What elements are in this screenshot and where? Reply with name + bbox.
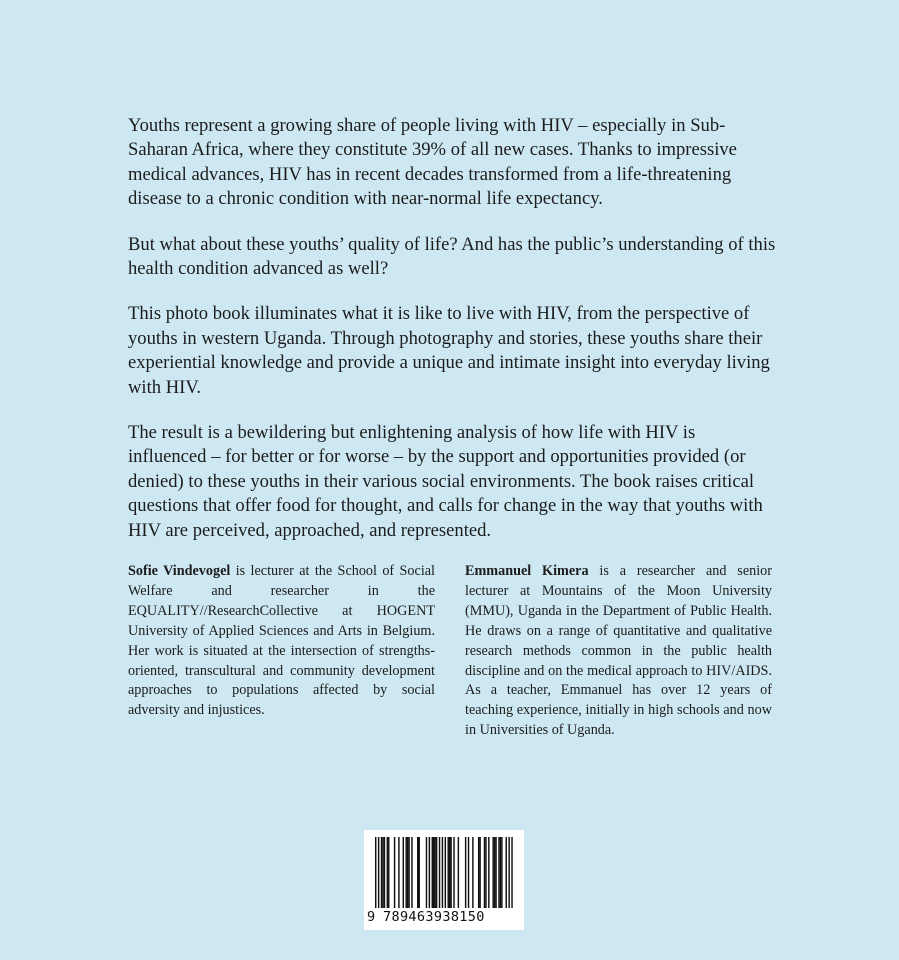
barcode-bar — [448, 837, 449, 908]
blurb-paragraph-4: The result is a bewildering but enlightening analysis of how life with HIV is influenced – for better or for worse – by the support and opportunities provided (or denied) to these youths in their various social environments. The book raises critical questions that offer food for thought, and calls for change in the way that youths with HIV are perceived, approached, and represented. — [128, 422, 763, 541]
barcode-bar — [426, 837, 427, 908]
barcode-bar — [442, 837, 443, 915]
barcode-bar — [398, 837, 399, 908]
barcode-bar — [411, 837, 412, 908]
barcode-bar — [479, 837, 480, 908]
barcode-bar — [439, 837, 440, 908]
author-bio-kimera — [465, 562, 772, 741]
barcode-bar — [458, 837, 459, 908]
blurb-paragraph-1: Youths represent a growing share of people living with HIV – especially in Sub-Saharan Africa, where they constitute 39% of all new cases. Thanks to impressive medical advances, HIV has in recent decades transformed from a life-threatening disease to a chronic condition with near-normal life expectancy. — [128, 115, 737, 210]
barcode-bar — [472, 837, 473, 908]
barcode-bar — [384, 837, 385, 908]
blurb-paragraph-3: This photo book illuminates what it is like to live with HIV, from the perspective of youths in western Uganda. Through photography and stories, these youths share their experiential knowledge and provide a unique and intimate insight into everyday living with HIV. — [128, 303, 770, 398]
isbn-number — [364, 908, 524, 928]
barcode-bar — [450, 837, 451, 908]
barcode-bar — [485, 837, 486, 908]
barcode-bar — [408, 837, 409, 908]
barcode-bar — [468, 837, 469, 908]
barcode-bar — [405, 837, 406, 908]
barcode-bar — [506, 837, 507, 908]
barcode-bar — [432, 837, 433, 908]
barcode-bar — [407, 837, 408, 908]
barcode-bar — [453, 837, 454, 908]
barcode-bar — [378, 837, 379, 915]
barcode-bar — [484, 837, 485, 908]
isbn-digits: 789463938150 — [383, 909, 485, 925]
barcode-bar — [494, 837, 495, 908]
barcode-bar — [436, 837, 437, 908]
barcode-bar — [417, 837, 418, 908]
barcode-bar — [498, 837, 499, 908]
author-bio-vindevogel — [128, 562, 435, 721]
isbn-lead-digit: 9 — [367, 909, 376, 925]
barcode-bar — [445, 837, 446, 915]
barcode-bar — [495, 837, 496, 908]
barcode-bar — [381, 837, 382, 908]
blurb-paragraph-2: But what about these youths’ quality of life? And has the public’s understanding of this health condition advanced as well? — [128, 233, 776, 280]
barcode-bar — [478, 837, 479, 908]
barcode-bar — [501, 837, 502, 908]
barcode-bar — [419, 837, 420, 908]
barcode-bar — [387, 837, 388, 908]
barcode-bar — [433, 837, 434, 908]
barcode-bar — [511, 837, 512, 915]
author-bio-text: is lecturer at the School of Social Welfare and researcher in the EQUALITY//ResearchCollective at HOGENT University of Applied Sciences and Arts in Belgium. Her work is situated at the intersection of strengths-oriented, transcultural and community development approaches to populations affected by social adversity and injustices. — [128, 563, 435, 719]
author-name: Emmanuel Kimera — [465, 563, 589, 579]
isbn-barcode — [364, 830, 524, 930]
barcode-bar — [403, 837, 404, 908]
barcode-bar — [508, 837, 509, 915]
barcode-bar — [394, 837, 395, 908]
barcode-bar — [375, 837, 376, 915]
barcode-bar — [388, 837, 389, 908]
barcode-bar — [500, 837, 501, 908]
back-cover-blurb — [128, 114, 778, 564]
barcode-bar — [488, 837, 489, 908]
barcode-bar — [465, 837, 466, 908]
barcode-bar — [492, 837, 493, 908]
barcode-bar — [434, 837, 435, 908]
author-bio-text: is a researcher and senior lecturer at Mountains of the Moon University (MMU), Uganda in the Department of Public Health. He draws on a range of quantitative and qualitative research methods common in the public health discipline and on the medical approach to HIV/AIDS. As a teacher, Emmanuel has over 12 years of teaching experience, initially in high schools and now in Universities of Uganda. — [465, 563, 772, 739]
barcode-bar — [449, 837, 450, 908]
barcode-bar — [382, 837, 383, 908]
author-name: Sofie Vindevogel — [128, 563, 231, 579]
barcode-bar — [429, 837, 430, 908]
